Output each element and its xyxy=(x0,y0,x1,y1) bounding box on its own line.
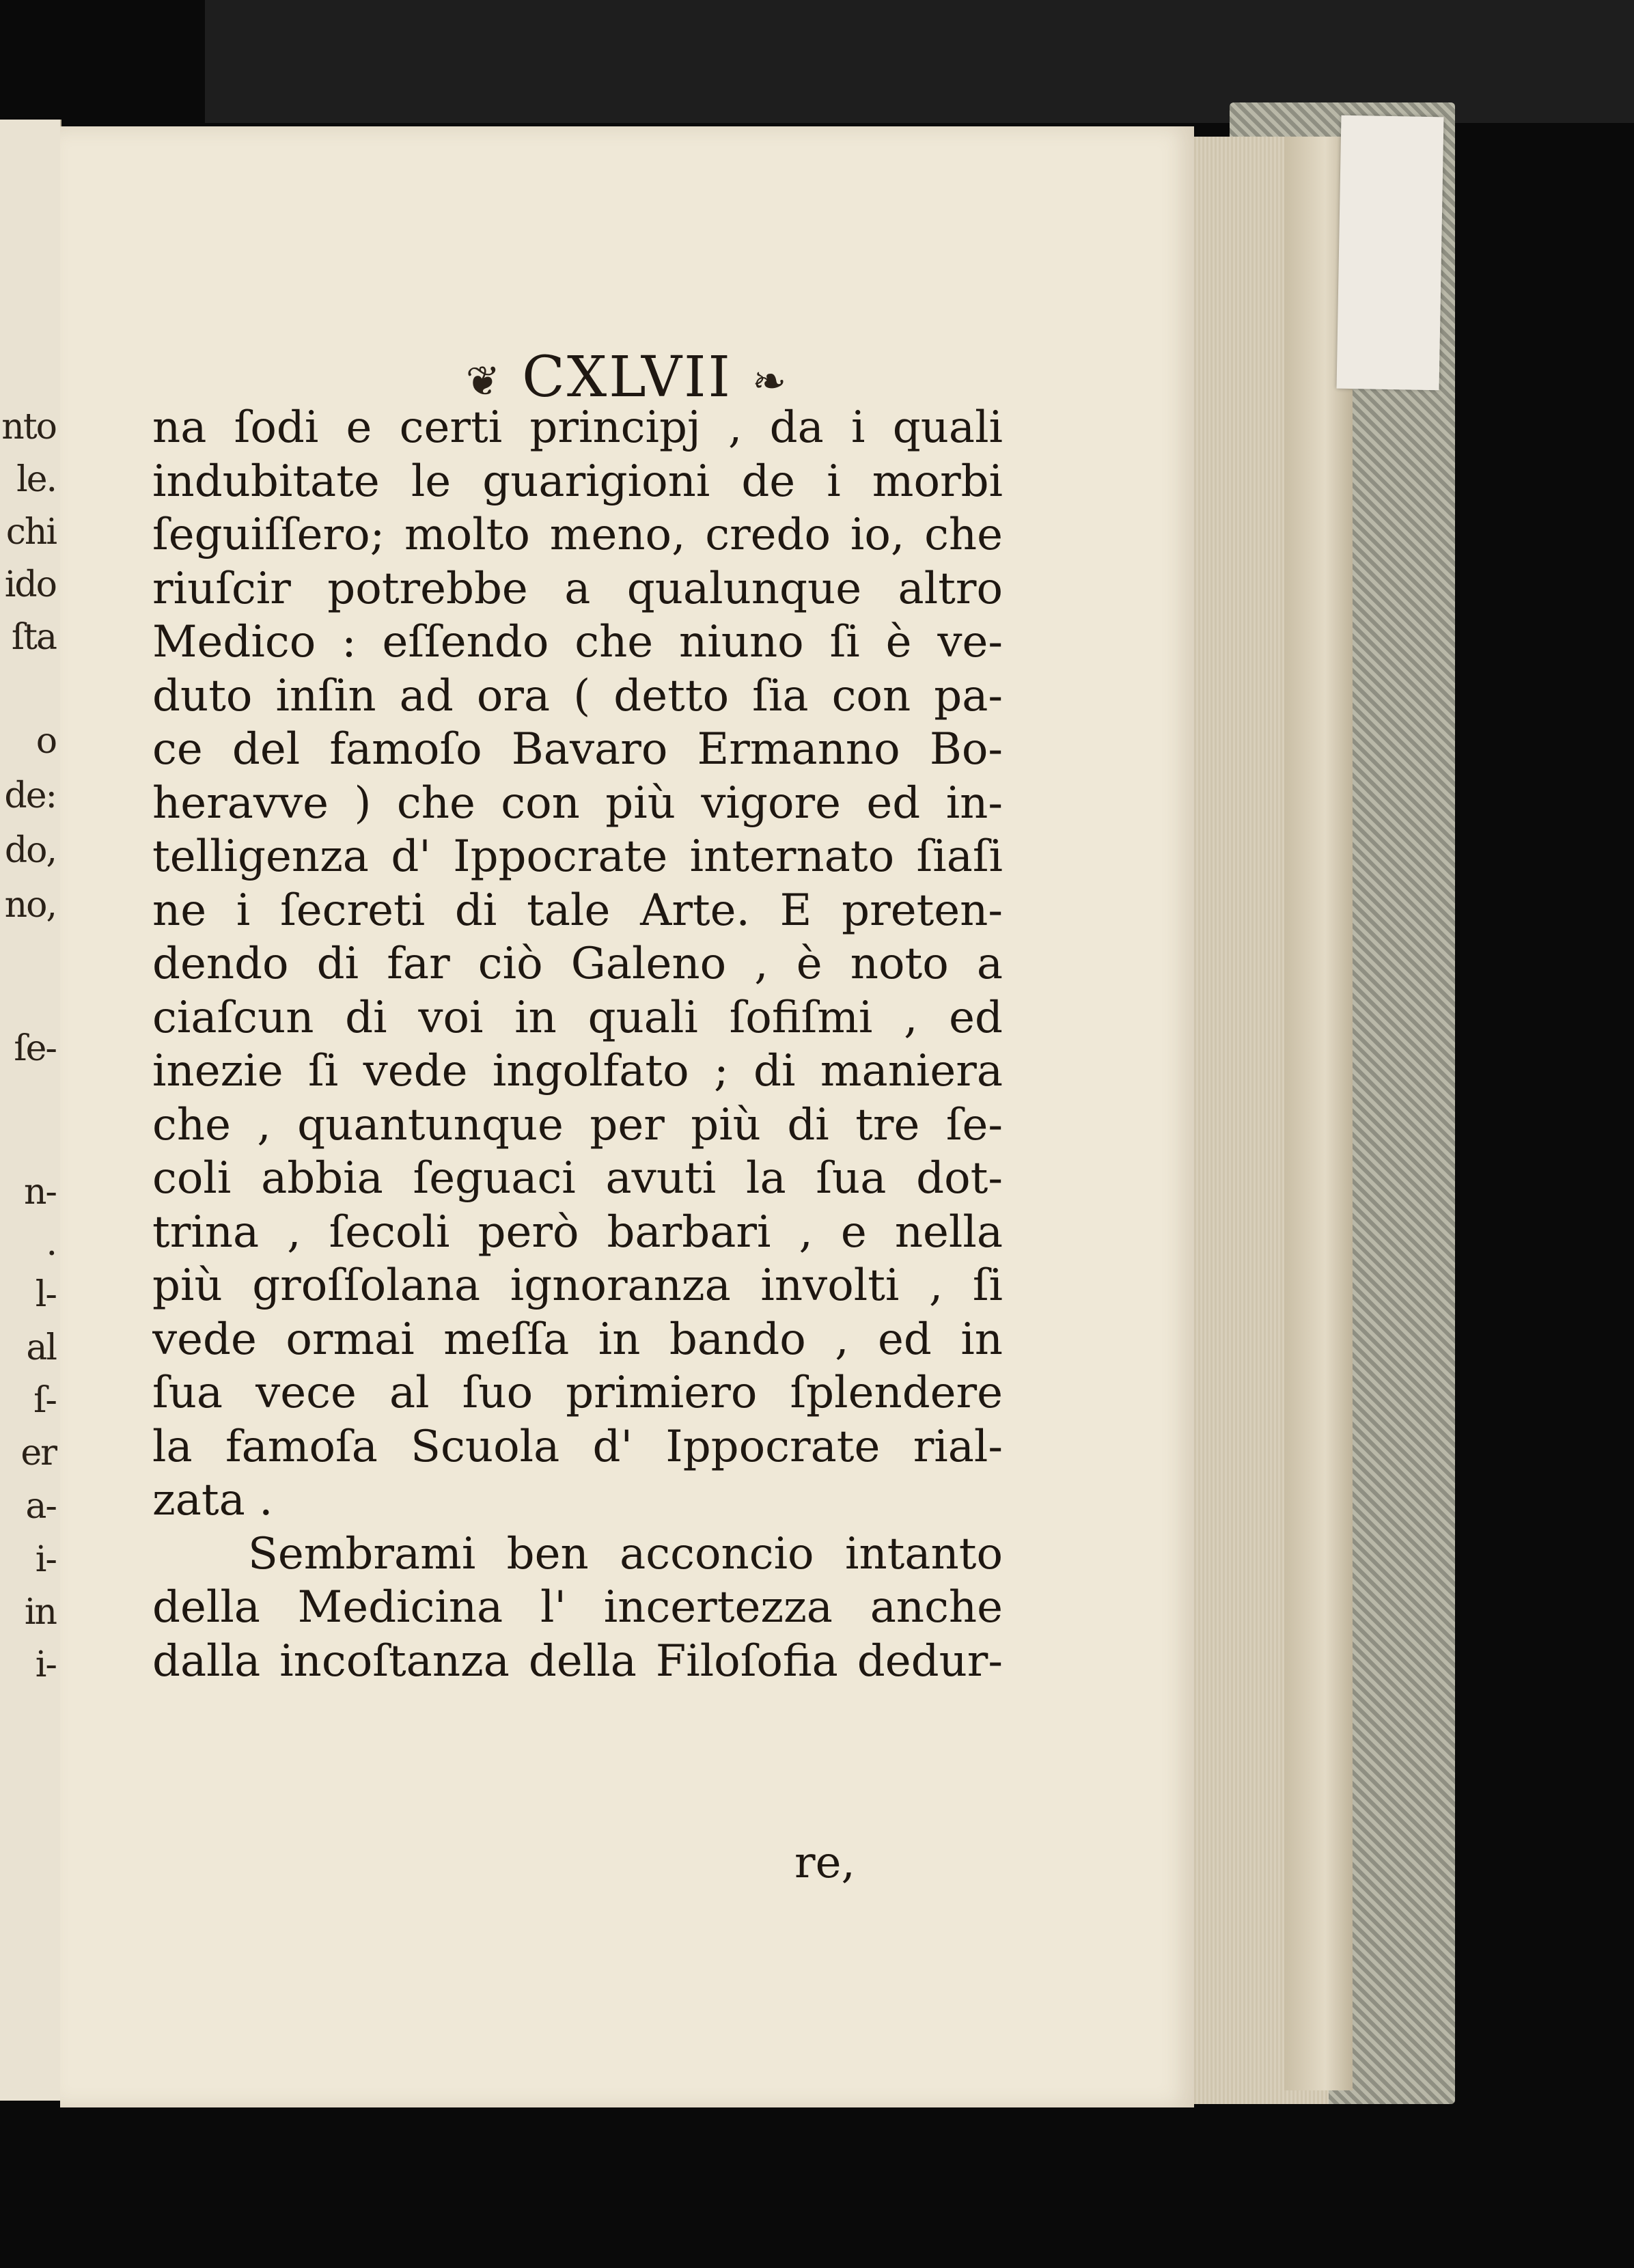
text-line: indubitate le guarigioni de i morbi xyxy=(152,456,1003,507)
text-line: Sembrami ben acconcio intanto xyxy=(248,1528,1003,1579)
ornament-right-icon: ❧ xyxy=(752,357,789,406)
text-line: heravve ) che con più vigore ed in- xyxy=(152,777,1003,829)
left-page-fragment: in xyxy=(24,1592,56,1633)
body-text xyxy=(152,401,1003,1688)
catchword: re, xyxy=(794,1838,855,1888)
left-page-fragment: de: xyxy=(4,775,56,816)
text-line: dendo di far ciò Galeno , è noto a xyxy=(152,939,1003,989)
text-line: na ſodi e certi principj , da i quali xyxy=(152,402,1003,453)
text-line: vede ormai meſſa in bando , ed in xyxy=(152,1314,1003,1365)
left-page-fragment: n- xyxy=(23,1172,56,1213)
text-line: ne i ſecreti di tale Arte. E preten- xyxy=(152,885,1003,936)
text-line: duto inſin ad ora ( detto ſia con pa- xyxy=(152,670,1003,721)
text-line: trina , ſecoli però barbari , e nella xyxy=(152,1206,1003,1258)
text-line: zata . xyxy=(152,1475,273,1525)
left-page-fragment: i- xyxy=(35,1539,56,1580)
text-line: riuſcir potrebbe a qualunque altro xyxy=(152,563,1003,614)
text-line: inezie ſi vede ingolfato ; di maniera xyxy=(152,1046,1003,1096)
text-line: la famoſa Scuola d' Ippocrate rial- xyxy=(152,1421,1003,1472)
left-page-fragment: no, xyxy=(4,885,56,926)
left-facing-page xyxy=(0,120,61,2101)
text-line: della Medicina l' incertezza anche xyxy=(152,1582,1003,1633)
text-line: Medico : eſſendo che niuno ſi è ve- xyxy=(152,617,1003,667)
text-line: che , quantunque per più di tre ſe- xyxy=(152,1099,1003,1150)
left-page-fragment: er xyxy=(20,1433,56,1474)
text-line: più groſſolana ignoranza involti , ſi xyxy=(152,1260,1003,1311)
left-page-fragment: nto xyxy=(1,406,56,447)
paper-label-strip xyxy=(1337,115,1444,391)
text-line: telligenza d' Ippocrate internato ſiaſi xyxy=(152,831,1003,882)
text-line: ſua vece al ſuo primiero ſplendere xyxy=(152,1368,1003,1418)
book-page xyxy=(60,126,1194,2107)
page-number: CXLVII xyxy=(522,345,732,410)
left-page-fragment: a- xyxy=(25,1486,56,1527)
left-page-fragment: ido xyxy=(4,564,56,605)
ornament-left-icon: ❦ xyxy=(465,357,502,406)
left-page-fragment: al xyxy=(26,1327,56,1368)
text-line: ciaſcun di voi in quali ſofiſmi , ed xyxy=(152,992,1003,1043)
left-page-fragment: chi xyxy=(5,512,56,553)
left-page-fragment: le. xyxy=(16,459,56,500)
page-fore-edge-inner xyxy=(1284,137,1353,2090)
left-page-fragment: ſta xyxy=(11,617,56,658)
page-header xyxy=(60,345,1194,410)
left-page-fragment: i- xyxy=(35,1644,56,1685)
text-line: coli abbia ſeguaci avuti la ſua dot- xyxy=(152,1153,1003,1204)
left-page-fragment: . xyxy=(46,1223,56,1264)
left-page-fragment: ſ- xyxy=(33,1380,56,1421)
left-page-fragment: o xyxy=(36,721,56,762)
left-page-fragment: do, xyxy=(4,830,56,871)
left-page-fragment: ſe- xyxy=(14,1028,56,1069)
left-page-fragment: l- xyxy=(35,1274,56,1315)
text-line: ce del famoſo Bavaro Ermanno Bo- xyxy=(152,724,1003,775)
text-line: ſeguiſſero; molto meno, credo io, che xyxy=(152,510,1003,560)
text-line: dalla incoſtanza della Filoſofia dedur- xyxy=(152,1635,1003,1687)
